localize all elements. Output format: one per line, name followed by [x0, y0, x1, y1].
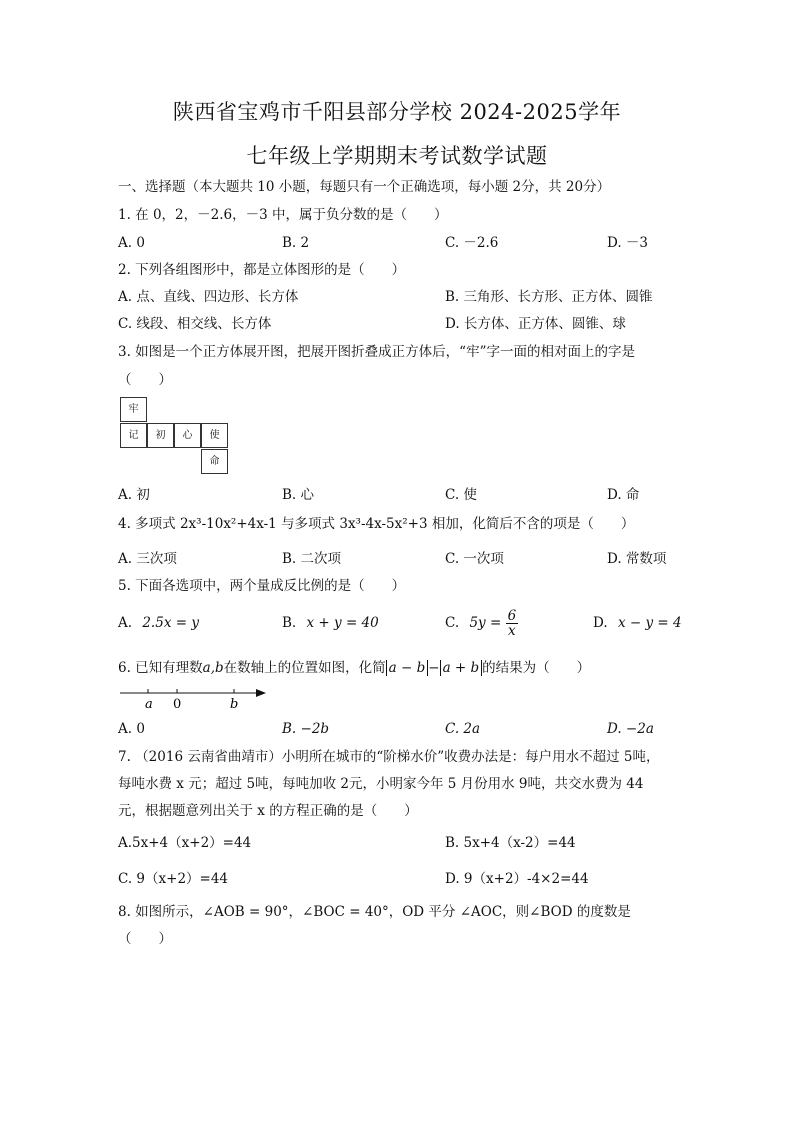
q3-option-d: D. 命	[607, 487, 640, 503]
q6-abs-a-minus-b: a − b	[386, 660, 429, 676]
q3-option-b: B. 心	[282, 487, 315, 503]
q2-option-a: A. 点、直线、四边形、长方体	[118, 289, 299, 305]
q8-stem: 8. 如图所示，∠AOB = 90°，∠BOC = 40°，OD 平分 ∠AOC，则∠BOD 的度数是	[118, 904, 631, 920]
q7-stem-line2: 每吨水费 x 元；超过 5吨，每吨加收 2元，小明家今年 5 月份用水 9吨，共交水费为 44	[118, 776, 644, 792]
label-b: b	[230, 697, 239, 711]
q5-d-label: D.	[593, 615, 608, 631]
q7-option-a: A.5x+4（x+2）=44	[118, 835, 252, 851]
q7-option-c: C. 9（x+2）=44	[118, 871, 229, 887]
q5-d-expr: x − y = 4	[617, 615, 682, 631]
net-cell-row-3: 心	[174, 423, 201, 448]
net-cell-row-1: 记	[120, 423, 147, 448]
net-cell-row-4: 使	[201, 423, 228, 448]
q6-stem-mid: 在数轴上的位置如图，化简	[223, 660, 386, 676]
q1-option-c: C. －2.6	[445, 235, 499, 251]
q5-b-label: B.	[282, 615, 297, 631]
q3-stem: 3. 如图是一个正方体展开图，把展开图折叠成正方体后，“牢”字一面的相对面上的字是	[118, 344, 635, 360]
q7-stem-line1: 7. （2016 云南省曲靖市）小明所在城市的“阶梯水价”收费办法是：每户用水不超过 5吨，	[118, 749, 660, 765]
q1-option-a: A. 0	[118, 235, 145, 251]
q5-a-label: A.	[118, 615, 133, 631]
q5-option-a	[118, 614, 199, 632]
q6-option-c: C. 2a	[445, 721, 481, 737]
section-heading: 一、选择题（本大题共 10 小题，每题只有一个正确选项，每小题 2分，共 20分）	[118, 179, 611, 195]
q2-option-b: B. 三角形、长方形、正方体、圆锥	[445, 289, 653, 305]
net-cell-bottom: 命	[201, 449, 228, 474]
q4-option-d: D. 常数项	[607, 551, 667, 567]
q6-stem-pre: 6. 已知有理数	[118, 660, 203, 676]
q6-abs-a-plus-b: a + b	[440, 660, 483, 676]
q4-option-a: A. 三次项	[118, 551, 177, 567]
q1-option-b: B. 2	[282, 235, 310, 251]
net-cell-row-2: 初	[147, 423, 174, 448]
q4-option-b: B. 二次项	[282, 551, 342, 567]
q5-a-expr: 2.5x = y	[142, 615, 199, 631]
q7-option-b: B. 5x+4（x-2）=44	[445, 835, 576, 851]
exam-title-line1: 陕西省宝鸡市千阳县部分学校 2024-2025学年	[172, 100, 622, 124]
q6-option-a: A. 0	[118, 721, 145, 737]
q5-c-numerator: 6	[507, 608, 517, 624]
q6-stem	[118, 659, 590, 677]
q2-option-c: C. 线段、相交线、长方体	[118, 316, 272, 332]
q1-stem: 1. 在 0，2，－2.6，－3 中，属于负分数的是（ ）	[118, 207, 448, 223]
q1-option-d: D. －3	[607, 235, 649, 251]
q5-option-c	[445, 606, 518, 640]
q4-stem: 4. 多项式 2x³-10x²+4x-1 与多项式 3x³-4x-5x²+3 相加，化简后不含的项是（ ）	[118, 516, 635, 532]
q5-c-left: 5y =	[469, 615, 502, 631]
q3-option-c: C. 使	[445, 487, 477, 503]
q6-minus: −	[428, 660, 440, 676]
q5-option-d	[593, 614, 682, 632]
q2-option-d: D. 长方体、正方体、圆锥、球	[445, 316, 626, 332]
q7-stem-line3: 元，根据题意列出关于 x 的方程正确的是（ ）	[118, 803, 418, 819]
q3-option-a: A. 初	[118, 487, 150, 503]
number-line-figure	[118, 683, 278, 711]
label-a: a	[145, 697, 153, 711]
q4-option-c: C. 一次项	[445, 551, 504, 567]
q5-option-b	[282, 614, 379, 632]
q6-vars: a,b	[202, 660, 224, 676]
exam-title-line2: 七年级上学期期末考试数学试题	[246, 144, 548, 168]
q6-stem-post: 的结果为（ ）	[482, 660, 591, 676]
q7-option-d: D. 9（x+2）-4×2=44	[445, 871, 589, 887]
q6-option-d: D. −2a	[607, 721, 654, 737]
q5-c-denominator: x	[508, 623, 516, 639]
net-cell-top: 牢	[120, 397, 147, 422]
q5-stem: 5. 下面各选项中，两个量成反比例的是（ ）	[118, 578, 406, 594]
q8-paren: （ ）	[118, 931, 172, 947]
q2-stem: 2. 下列各组图形中，都是立体图形的是（ ）	[118, 262, 406, 278]
q5-c-fraction	[506, 609, 519, 638]
number-line-arrow-icon	[256, 689, 266, 697]
q6-option-b: B. −2b	[282, 721, 330, 737]
label-zero: 0	[173, 697, 182, 711]
q3-paren: （ ）	[118, 372, 172, 388]
q5-b-expr: x + y = 40	[306, 615, 379, 631]
q5-c-label: C.	[445, 615, 460, 631]
